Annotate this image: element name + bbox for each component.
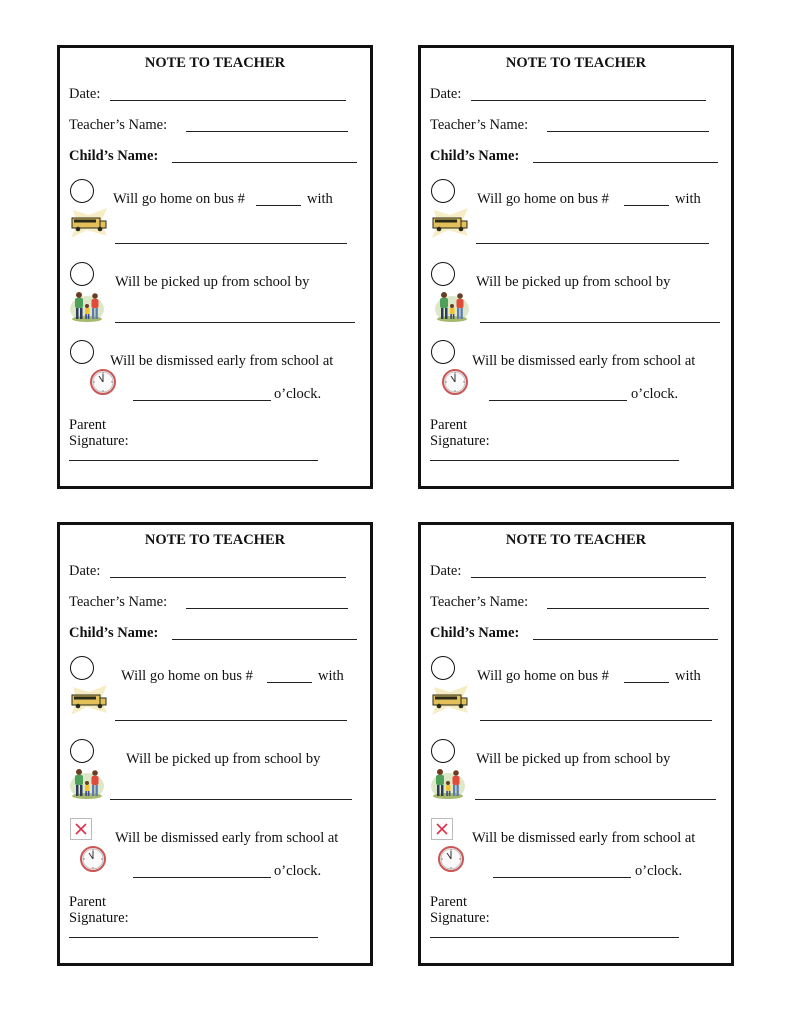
note-card-1 <box>57 45 373 489</box>
card-title: NOTE TO TEACHER <box>505 532 647 548</box>
oclock-label: o’clock. <box>631 386 679 402</box>
early-option-broken-image[interactable] <box>70 818 92 840</box>
signature-label: Signature: <box>69 433 129 449</box>
early-option-checkbox[interactable] <box>70 340 94 364</box>
teacher-name-label: Teacher’s Name: <box>69 594 168 610</box>
family-walking-icon <box>69 766 105 800</box>
child-name-label: Child’s Name: <box>430 625 520 641</box>
pickup-option-text: Will be picked up from school by <box>115 274 310 290</box>
bus-option-checkbox[interactable] <box>431 179 455 203</box>
parent-label: Parent <box>69 894 107 910</box>
pickup-option-checkbox[interactable] <box>431 262 455 286</box>
clock-icon <box>89 368 117 396</box>
signature-label: Signature: <box>430 433 490 449</box>
child-name-label: Child’s Name: <box>69 148 159 164</box>
signature-field[interactable] <box>69 460 318 461</box>
pickup-person-field[interactable] <box>475 799 716 800</box>
bus-with-field[interactable] <box>115 720 347 721</box>
bus-number-field[interactable] <box>624 682 669 683</box>
child-name-field[interactable] <box>172 639 357 640</box>
parent-label: Parent <box>69 417 107 433</box>
early-time-field[interactable] <box>133 877 271 878</box>
oclock-label: o’clock. <box>274 386 322 402</box>
bus-option-with: with <box>675 191 701 207</box>
clock-icon <box>441 368 469 396</box>
card-title: NOTE TO TEACHER <box>505 55 647 71</box>
child-name-field[interactable] <box>533 639 718 640</box>
bus-option-text: Will go home on bus # <box>113 191 245 207</box>
early-time-field[interactable] <box>133 400 271 401</box>
bus-number-field[interactable] <box>267 682 312 683</box>
note-card-3 <box>57 522 373 966</box>
school-bus-icon <box>430 683 470 717</box>
early-option-checkbox[interactable] <box>431 340 455 364</box>
school-bus-icon <box>69 206 109 240</box>
pickup-option-checkbox[interactable] <box>431 739 455 763</box>
bus-with-field[interactable] <box>115 243 347 244</box>
child-name-field[interactable] <box>533 162 718 163</box>
signature-label: Signature: <box>69 910 129 926</box>
teacher-name-field[interactable] <box>547 131 709 132</box>
pickup-option-checkbox[interactable] <box>70 262 94 286</box>
early-option-text: Will be dismissed early from school at <box>110 353 334 369</box>
family-walking-icon <box>434 289 470 323</box>
pickup-person-field[interactable] <box>110 799 352 800</box>
parent-label: Parent <box>430 894 468 910</box>
bus-with-field[interactable] <box>480 720 712 721</box>
card-title: NOTE TO TEACHER <box>144 55 286 71</box>
early-option-text: Will be dismissed early from school at <box>115 830 339 846</box>
bus-option-checkbox[interactable] <box>70 179 94 203</box>
early-option-broken-image[interactable] <box>431 818 453 840</box>
pickup-option-checkbox[interactable] <box>70 739 94 763</box>
oclock-label: o’clock. <box>274 863 322 879</box>
pickup-option-text: Will be picked up from school by <box>476 751 671 767</box>
broken-image-x-icon <box>75 823 87 835</box>
child-name-label: Child’s Name: <box>430 148 520 164</box>
card-title: NOTE TO TEACHER <box>144 532 286 548</box>
date-field[interactable] <box>471 100 706 101</box>
date-label: Date: <box>430 563 462 579</box>
parent-label: Parent <box>430 417 468 433</box>
note-card-2 <box>418 45 734 489</box>
school-bus-icon <box>430 206 470 240</box>
early-option-text: Will be dismissed early from school at <box>472 830 696 846</box>
pickup-option-text: Will be picked up from school by <box>476 274 671 290</box>
pickup-option-text: Will be picked up from school by <box>126 751 321 767</box>
date-label: Date: <box>69 563 101 579</box>
bus-number-field[interactable] <box>624 205 669 206</box>
date-field[interactable] <box>471 577 706 578</box>
bus-option-checkbox[interactable] <box>431 656 455 680</box>
family-walking-icon <box>69 289 105 323</box>
bus-option-text: Will go home on bus # <box>477 668 609 684</box>
date-label: Date: <box>69 86 101 102</box>
bus-option-with: with <box>318 668 344 684</box>
teacher-name-label: Teacher’s Name: <box>430 594 529 610</box>
pickup-person-field[interactable] <box>115 322 355 323</box>
teacher-name-field[interactable] <box>186 608 348 609</box>
bus-with-field[interactable] <box>476 243 709 244</box>
signature-label: Signature: <box>430 910 490 926</box>
signature-field[interactable] <box>430 460 679 461</box>
teacher-name-label: Teacher’s Name: <box>430 117 529 133</box>
early-option-text: Will be dismissed early from school at <box>472 353 696 369</box>
note-card-4 <box>418 522 734 966</box>
oclock-label: o’clock. <box>635 863 683 879</box>
date-field[interactable] <box>110 577 346 578</box>
bus-option-with: with <box>675 668 701 684</box>
early-time-field[interactable] <box>493 877 631 878</box>
date-label: Date: <box>430 86 462 102</box>
bus-number-field[interactable] <box>256 205 301 206</box>
broken-image-x-icon <box>436 823 448 835</box>
signature-field[interactable] <box>430 937 679 938</box>
family-walking-icon <box>430 766 466 800</box>
clock-icon <box>79 845 107 873</box>
teacher-name-field[interactable] <box>547 608 709 609</box>
teacher-name-field[interactable] <box>186 131 348 132</box>
early-time-field[interactable] <box>489 400 627 401</box>
clock-icon <box>437 845 465 873</box>
signature-field[interactable] <box>69 937 318 938</box>
bus-option-text: Will go home on bus # <box>477 191 609 207</box>
child-name-field[interactable] <box>172 162 357 163</box>
bus-option-checkbox[interactable] <box>70 656 94 680</box>
bus-option-text: Will go home on bus # <box>121 668 253 684</box>
school-bus-icon <box>69 683 109 717</box>
teacher-name-label: Teacher’s Name: <box>69 117 168 133</box>
child-name-label: Child’s Name: <box>69 625 159 641</box>
date-field[interactable] <box>110 100 346 101</box>
bus-option-with: with <box>307 191 333 207</box>
pickup-person-field[interactable] <box>480 322 720 323</box>
